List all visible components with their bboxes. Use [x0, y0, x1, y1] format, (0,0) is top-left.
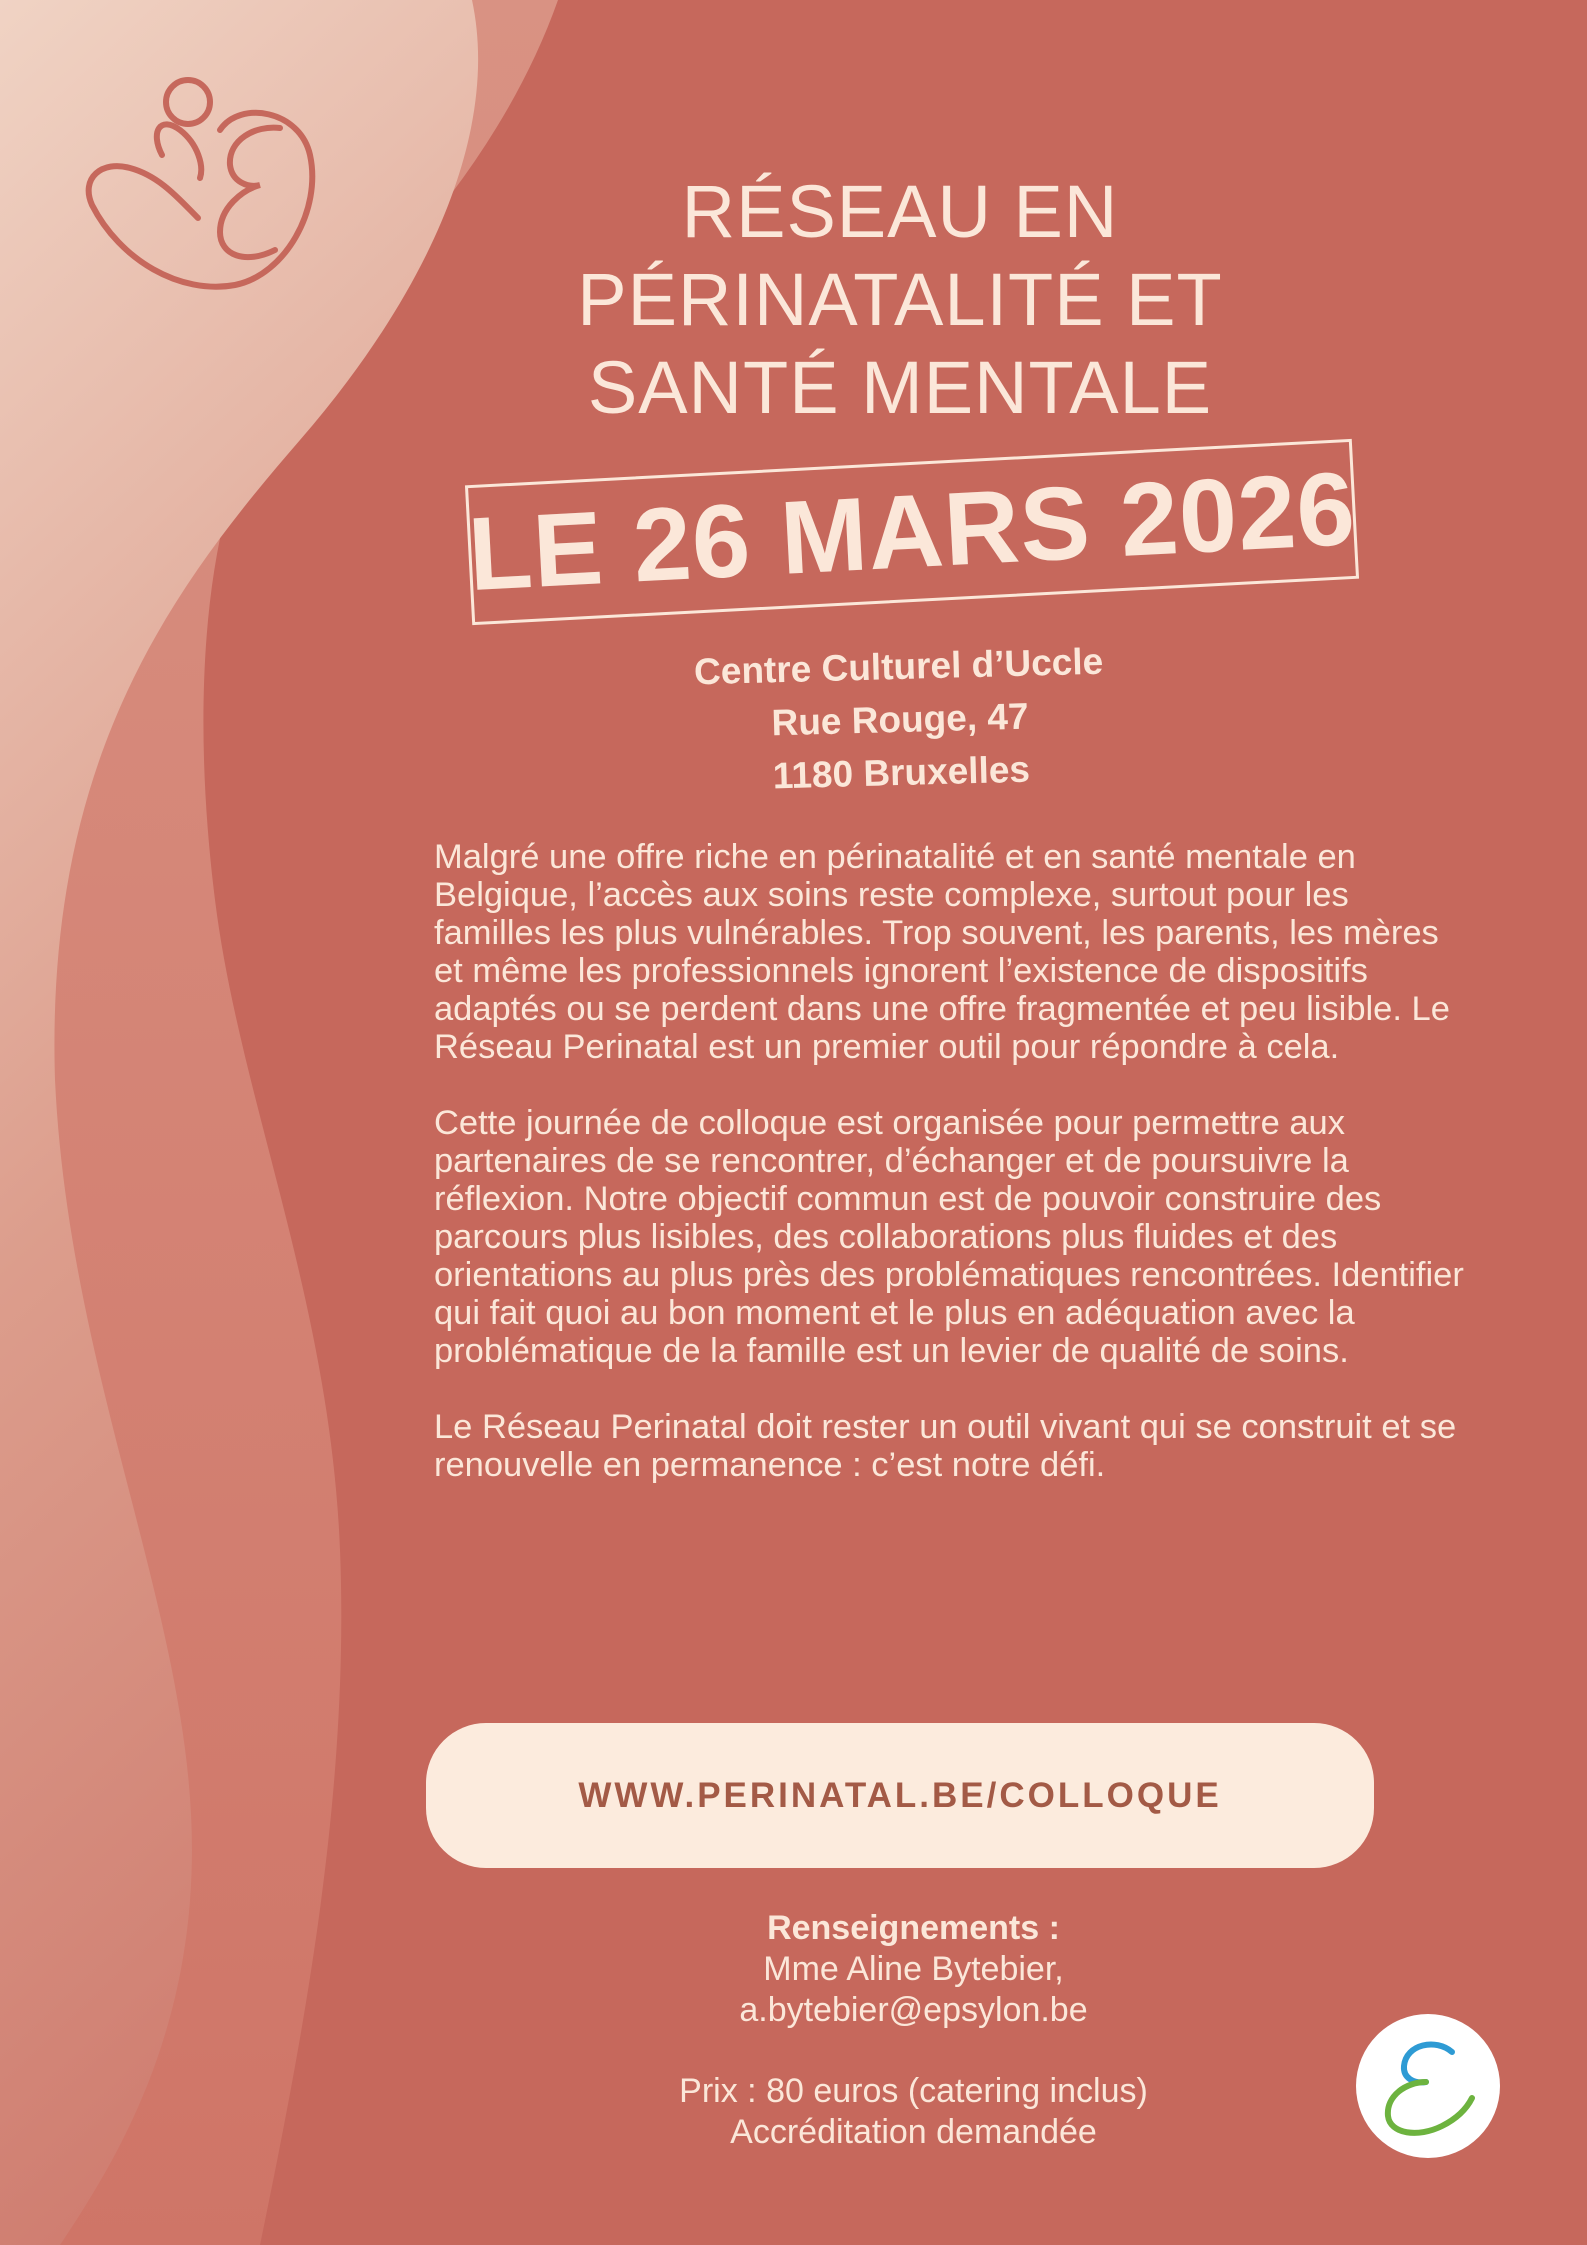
event-date: LE 26 MARS 2026 [465, 450, 1359, 613]
venue-name: Centre Culturel d’Uccle [693, 640, 1104, 693]
event-title [480, 168, 1320, 432]
contact-name: Mme Aline Bytebier, [763, 1950, 1064, 1988]
description [434, 838, 1474, 1522]
colloque-url-button[interactable]: WWW.PERINATAL.BE/COLLOQUE [426, 1723, 1374, 1868]
venue-street: Rue Rouge, 47 [771, 695, 1029, 744]
accreditation-info: Accréditation demandée [730, 2113, 1097, 2151]
description-paragraph-2: Cette journée de colloque est organisée pour permettre aux partenaires de se rencontrer, d’échanger et de poursuivre la réflexion. Notre objectif commun est de pouvoir construire des parcours plus lisibles, des collaborations plus fluides et des orientations au plus près des problématiques rencontrées. Identifier qui fait quoi au bon moment et le plus en adéquation avec la problématique de la famille est un levier de qualité de soins. [434, 1104, 1464, 1370]
title-line-3: SANTÉ MENTALE [587, 346, 1213, 429]
venue-city: 1180 Bruxelles [772, 748, 1031, 797]
title-line-1: RÉSEAU EN [681, 170, 1119, 253]
epsylon-logo-icon [1356, 2014, 1500, 2158]
mother-child-logo-icon [70, 70, 340, 340]
description-paragraph-1: Malgré une offre riche en périnatalité et en santé mentale en Belgique, l’accès aux soins reste complexe, surtout pour les familles les plus vulnérables. Trop souvent, les parents, les mères et même les professionnels ignorent l’existence de dispositifs adaptés ou se perdent dans une offre fragmentée et peu lisible. Le Réseau Perinatal est un premier outil pour répondre à cela. [434, 838, 1450, 1066]
contact-label: Renseignements : [767, 1909, 1060, 1947]
contact-email: a.bytebier@epsylon.be [739, 1991, 1088, 2029]
venue-address [598, 632, 1202, 807]
description-paragraph-3: Le Réseau Perinatal doit rester un outil vivant qui se construit et se renouvelle en permanence : c’est notre défi. [434, 1408, 1457, 1484]
price-info: Prix : 80 euros (catering inclus) [679, 2072, 1148, 2110]
contact-info [500, 1908, 1327, 2153]
title-line-2: PÉRINATALITÉ ET [577, 258, 1223, 341]
